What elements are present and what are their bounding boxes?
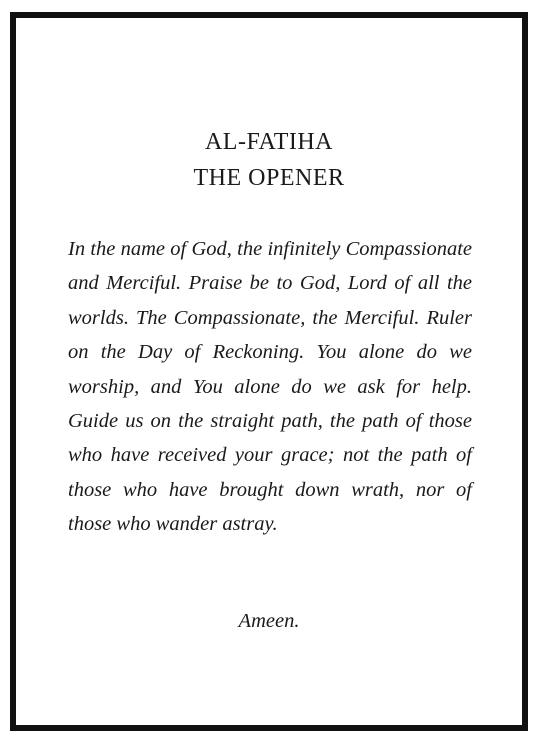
closing-text: Ameen. — [238, 610, 300, 632]
page-title — [16, 124, 522, 196]
title-line-1: AL-FATIHA — [204, 129, 334, 155]
poster-page — [16, 18, 522, 725]
verse-text: In the name of God, the infinitely Compassionate and Merciful. Praise be to God, Lord of all the worlds. The Compassionate, the Merciful. Ruler on the Day of Reckoning. You alone do we worship, and You alone do we ask for help. Guide us on the straight path, the path of those who have received your grace; not the path of those who have brought down wrath, nor of those who wander astray. — [68, 238, 472, 536]
title-line-2: THE OPENER — [193, 165, 345, 191]
poster-frame — [10, 12, 528, 731]
